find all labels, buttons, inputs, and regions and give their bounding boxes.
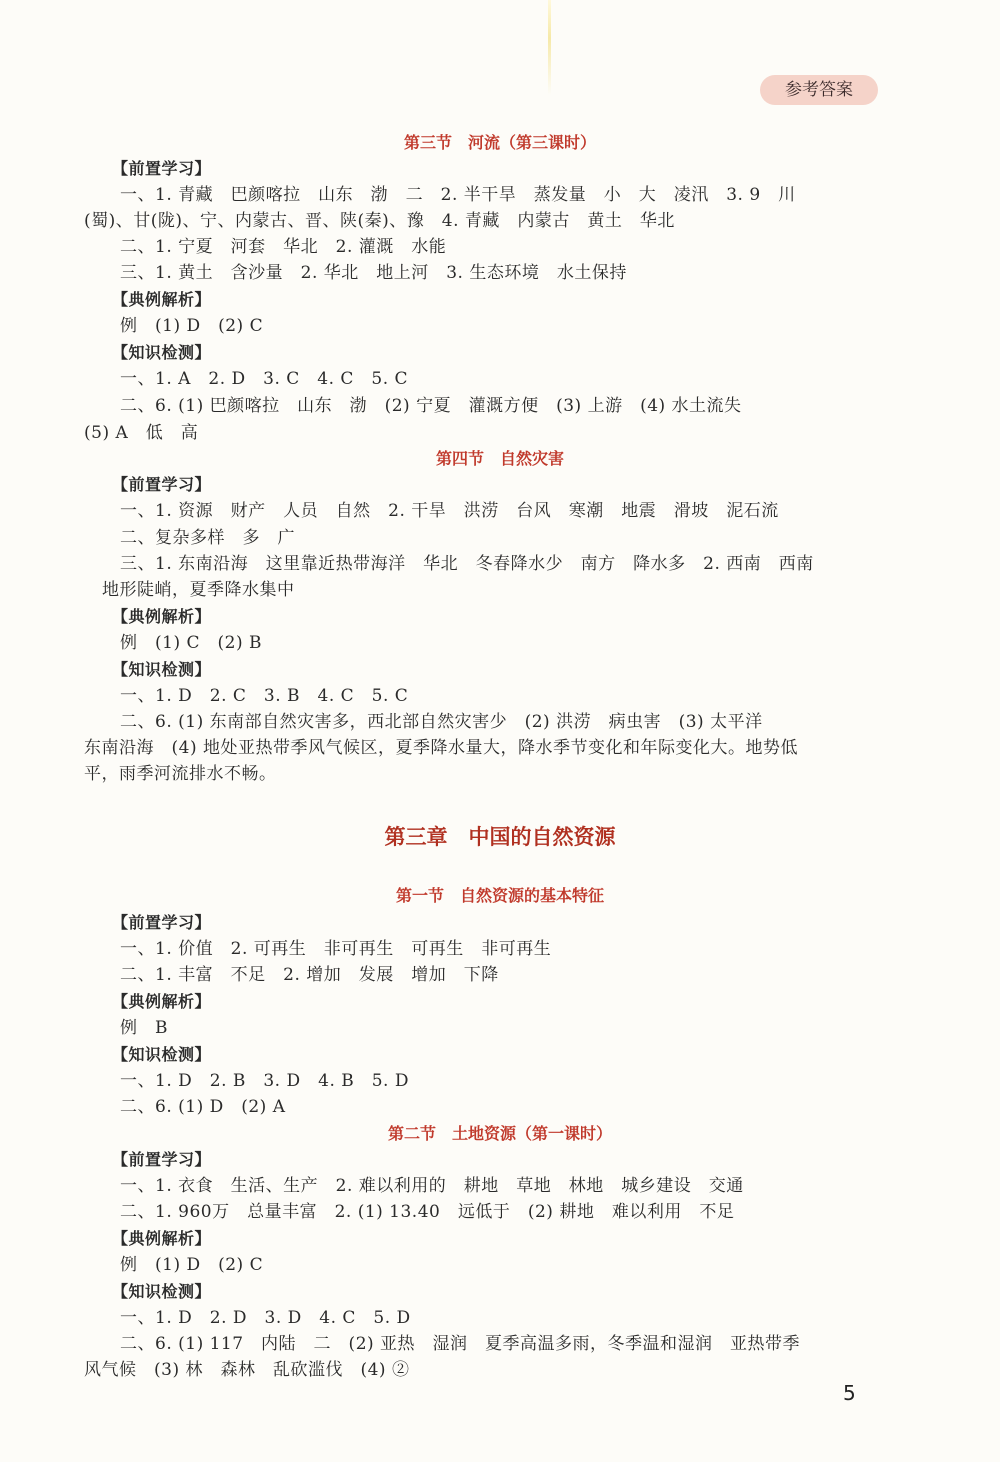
answer-line: 二、复杂多样 多 广 <box>120 528 295 548</box>
label-test: 【知识检测】 <box>112 1282 212 1301</box>
answer-line: 一、1. D 2. C 3. B 4. C 5. C <box>120 686 409 706</box>
label-test: 【知识检测】 <box>112 1045 212 1064</box>
answer-line: 一、1. D 2. D 3. D 4. C 5. D <box>120 1308 411 1328</box>
answer-line: 二、6. (1) 117 内陆 二 (2) 亚热 湿润 夏季高温多雨，冬季温和湿润 亚热带季 <box>120 1334 801 1354</box>
label-example: 【典例解析】 <box>112 992 212 1011</box>
answer-line: 二、1. 960万 总量丰富 2. (1) 13.40 远低于 (2) 耕地 难以利用 不足 <box>120 1202 735 1222</box>
answer-line: 一、1. 青藏 巴颜喀拉 山东 渤 二 2. 半干旱 蒸发量 小 大 凌汛 3. 9 川 <box>120 185 796 205</box>
section-title: 第一节 自然资源的基本特征 <box>395 886 604 905</box>
label-preview: 【前置学习】 <box>112 159 212 178</box>
answer-line: (5) A 低 高 <box>84 423 199 443</box>
section-title: 第四节 自然灾害 <box>435 449 564 468</box>
section-title: 第三节 河流（第三课时） <box>403 133 596 152</box>
page-number: 5 <box>843 1381 856 1405</box>
answer-line: 东南沿海 (4) 地处亚热带季风气候区，夏季降水量大，降水季节变化和年际变化大。地势低 <box>84 738 798 758</box>
answer-line: 例 (1) D (2) C <box>120 316 264 336</box>
label-preview: 【前置学习】 <box>112 475 212 494</box>
answer-line: 二、6. (1) 东南部自然灾害多，西北部自然灾害少 (2) 洪涝 病虫害 (3) 太平洋 <box>120 712 763 732</box>
label-example: 【典例解析】 <box>112 1229 212 1248</box>
answer-line: 一、1. A 2. D 3. C 4. C 5. C <box>120 369 409 389</box>
answer-line: 二、6. (1) 巴颜喀拉 山东 渤 (2) 宁夏 灌溉方便 (3) 上游 (4) 水土流失 <box>120 396 742 416</box>
answer-line: 平，雨季河流排水不畅。 <box>84 764 277 784</box>
label-test: 【知识检测】 <box>112 343 212 362</box>
answer-line: 一、1. 资源 财产 人员 自然 2. 干旱 洪涝 台风 寒潮 地震 滑坡 泥石流 <box>120 501 779 521</box>
label-preview: 【前置学习】 <box>112 1150 212 1169</box>
answer-line: 例 B <box>120 1018 168 1038</box>
answer-line: 二、6. (1) D (2) A <box>120 1097 286 1117</box>
label-test: 【知识检测】 <box>112 660 212 679</box>
label-example: 【典例解析】 <box>112 607 212 626</box>
decorative-line <box>548 0 551 95</box>
label-preview: 【前置学习】 <box>112 913 212 932</box>
label-example: 【典例解析】 <box>112 290 212 309</box>
answer-line: 一、1. D 2. B 3. D 4. B 5. D <box>120 1071 409 1091</box>
section-title: 第二节 土地资源（第一课时） <box>387 1124 612 1143</box>
answer-line: (蜀)、甘(陇)、宁、内蒙古、晋、陕(秦)、豫 4. 青藏 内蒙古 黄土 华北 <box>84 211 675 231</box>
answer-line: 三、1. 东南沿海 这里靠近热带海洋 华北 冬春降水少 南方 降水多 2. 西南 西南 <box>120 554 814 574</box>
answer-line: 风气候 (3) 林 森林 乱砍滥伐 (4) ② <box>84 1360 410 1380</box>
answer-line: 例 (1) C (2) B <box>120 633 262 653</box>
chapter-title: 第三章 中国的自然资源 <box>384 825 616 849</box>
answer-line: 例 (1) D (2) C <box>120 1255 264 1275</box>
answer-line: 二、1. 宁夏 河套 华北 2. 灌溉 水能 <box>120 237 447 257</box>
answer-line: 一、1. 价值 2. 可再生 非可再生 可再生 非可再生 <box>120 939 552 959</box>
answer-line: 三、1. 黄土 含沙量 2. 华北 地上河 3. 生态环境 水土保持 <box>120 263 627 283</box>
answer-line: 一、1. 衣食 生活、生产 2. 难以利用的 耕地 草地 林地 城乡建设 交通 <box>120 1176 744 1196</box>
answer-key-tab: 参考答案 <box>760 75 878 105</box>
answer-line: 二、1. 丰富 不足 2. 增加 发展 增加 下降 <box>120 965 499 985</box>
answer-line: 地形陡峭，夏季降水集中 <box>102 580 295 600</box>
